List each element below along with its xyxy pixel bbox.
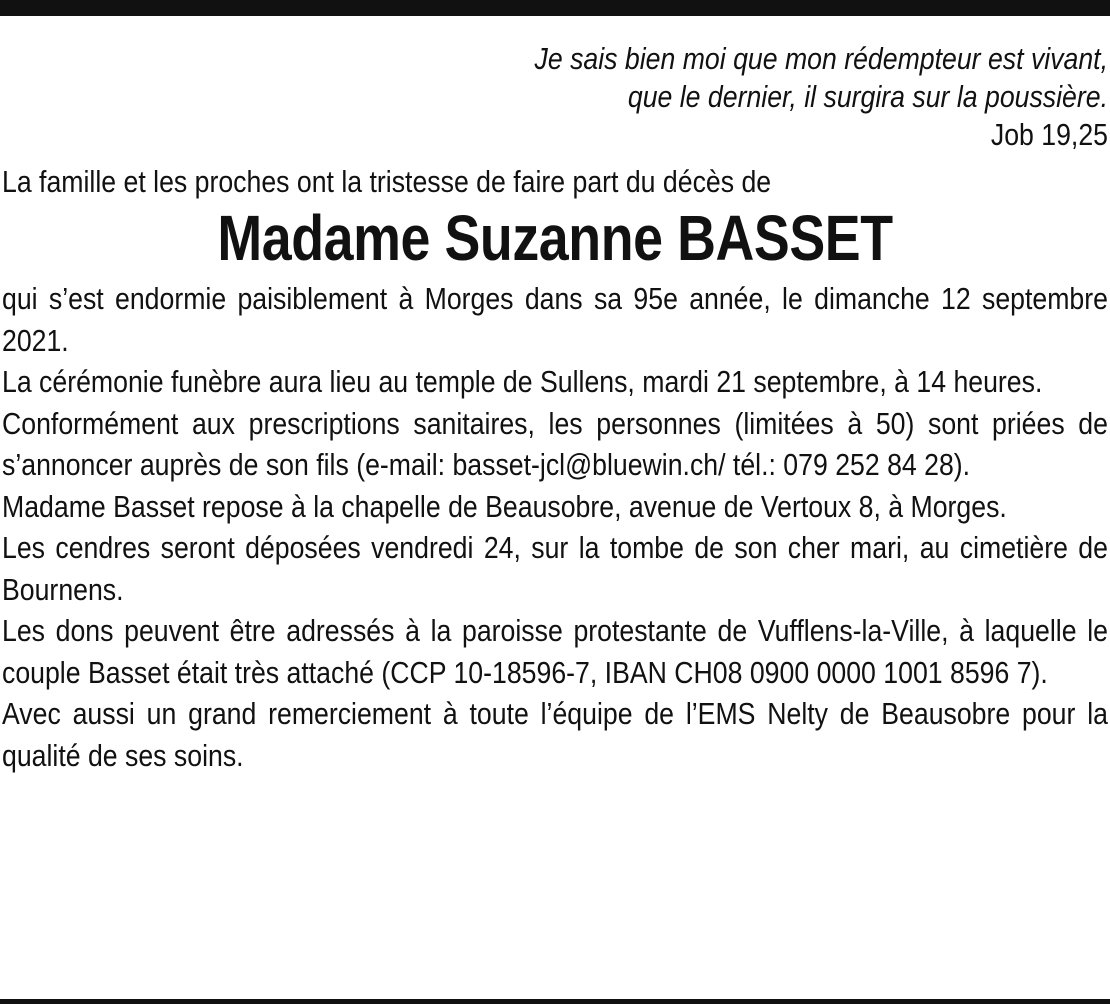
bible-quote-line-1: Je sais bien moi que mon rédempteur est vivant, — [534, 41, 1108, 76]
bottom-border-rule — [0, 999, 1110, 1004]
paragraph-ashes: Les cendres seront déposées vendredi 24, sur la tombe de son cher mari, au cimetière de Bournens. — [2, 530, 1108, 607]
paragraph-ceremony: La cérémonie funèbre aura lieu au temple de Sullens, mardi 21 septembre, à 14 heures. — [2, 364, 1043, 399]
deceased-name: Madame Suzanne BASSET — [217, 202, 893, 274]
bible-quote-reference: Job 19,25 — [990, 117, 1108, 152]
obituary-notice — [2, 40, 1108, 776]
paragraph-donations: Les dons peuvent être adressés à la paroisse protestante de Vufflens-la-Ville, à laquelle le couple Basset était très attaché (CCP 10-18596-7, IBAN CH08 0900 0000 1001 8596 7). — [2, 613, 1108, 690]
paragraph-chapel: Madame Basset repose à la chapelle de Beausobre, avenue de Vertoux 8, à Morges. — [2, 488, 1007, 524]
top-border-rule — [0, 0, 1110, 16]
bible-quote-line-2: que le dernier, il surgira sur la poussière. — [627, 79, 1108, 114]
notice-body — [2, 278, 1108, 776]
paragraph-sanitary-rules: Conformément aux prescriptions sanitaires, les personnes (limitées à 50) sont priées de s’annoncer auprès de son fils (e-mail: basset-jcl@bluewin.ch/ tél.: 079 252 84 28). — [2, 405, 1108, 482]
announcement-intro: La famille et les proches ont la tristesse de faire part du décès de — [2, 164, 772, 199]
paragraph-thanks: Avec aussi un grand remerciement à toute l’équipe de l’EMS Nelty de Beausobre pour la qualité de ses soins. — [2, 696, 1108, 773]
paragraph-passing: qui s’est endormie paisiblement à Morges dans sa 95e année, le dimanche 12 septembre 2021. — [2, 281, 1108, 358]
